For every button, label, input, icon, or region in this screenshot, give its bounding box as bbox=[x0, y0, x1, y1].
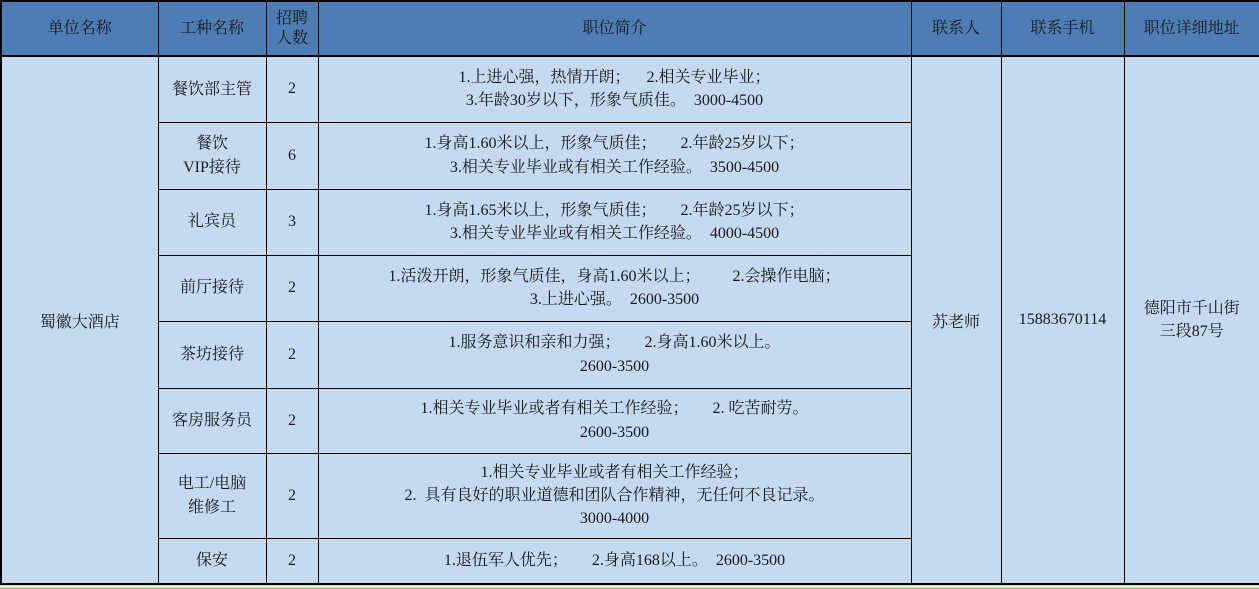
job-name: 保安 bbox=[195, 552, 228, 570]
job-name: 礼宾员 bbox=[187, 213, 236, 231]
job-description-cell bbox=[318, 189, 911, 255]
headcount-cell: 2 bbox=[266, 255, 318, 321]
description-line: 2600-3500 bbox=[579, 423, 650, 441]
description-line: 1.身高1.60米以上，形象气质佳； 2.年龄25岁以下； bbox=[424, 135, 805, 153]
description-line: 3.相关专业毕业或有相关工作经验。 3500-4500 bbox=[449, 158, 780, 176]
table-header-row bbox=[1, 1, 1259, 56]
description-line: 1.相关专业毕业或者有相关工作经验； bbox=[480, 463, 749, 481]
header-job: 工种名称 bbox=[158, 1, 266, 56]
contact-name-cell: 苏老师 bbox=[911, 56, 1001, 584]
headcount-cell: 6 bbox=[266, 122, 318, 189]
address-line: 德阳市千山街 bbox=[1143, 299, 1240, 317]
address-cell bbox=[1124, 56, 1259, 584]
company-name-cell: 蜀徽大酒店 bbox=[1, 56, 158, 584]
description-line: 1.相关专业毕业或者有相关工作经验； 2. 吃苦耐劳。 bbox=[420, 400, 809, 418]
job-name-cell bbox=[158, 453, 266, 538]
header-phone: 联系手机 bbox=[1001, 1, 1124, 56]
job-name-cell bbox=[158, 538, 266, 584]
description-line: 1.身高1.65米以上，形象气质佳； 2.年龄25岁以下； bbox=[424, 201, 805, 219]
header-contact: 联系人 bbox=[911, 1, 1001, 56]
job-description-cell bbox=[318, 453, 911, 538]
headcount-cell: 2 bbox=[266, 538, 318, 584]
job-description-cell bbox=[318, 538, 911, 584]
description-line: 3.年龄30岁以下，形象气质佳。 3000-4500 bbox=[465, 92, 764, 110]
description-line: 1.退伍军人优先； 2.身高168以上。 2600-3500 bbox=[443, 552, 786, 570]
next-row-green-strip bbox=[0, 585, 1259, 589]
header-description: 职位简介 bbox=[318, 1, 911, 56]
description-line: 3000-4000 bbox=[579, 510, 650, 528]
job-name: VIP接待 bbox=[183, 158, 241, 176]
job-name-cell bbox=[158, 122, 266, 189]
job-description-cell bbox=[318, 255, 911, 321]
job-name-cell bbox=[158, 56, 266, 122]
job-name-cell bbox=[158, 388, 266, 453]
header-address: 职位详细地址 bbox=[1124, 1, 1259, 56]
contact-phone-cell: 15883670114 bbox=[1001, 56, 1124, 584]
address-line: 三段87号 bbox=[1159, 323, 1224, 340]
table-row bbox=[1, 56, 1259, 122]
headcount-cell: 3 bbox=[266, 189, 318, 255]
description-line: 3.上进心强。 2600-3500 bbox=[529, 291, 700, 308]
headcount-cell: 2 bbox=[266, 56, 318, 122]
job-description-cell bbox=[318, 321, 911, 388]
description-line: 3.相关专业毕业或有相关工作经验。 4000-4500 bbox=[449, 225, 780, 242]
description-line: 2. 具有良好的职业道德和团队合作精神，无任何不良记录。 bbox=[404, 486, 825, 504]
description-line: 1.活泼开朗，形象气质佳，身高1.60米以上； 2.会操作电脑； bbox=[388, 267, 841, 285]
description-line: 1.服务意识和亲和力强； 2.身高1.60米以上。 bbox=[448, 334, 781, 352]
job-name: 餐饮 bbox=[195, 135, 228, 153]
job-name-cell bbox=[158, 189, 266, 255]
headcount-cell: 2 bbox=[266, 321, 318, 388]
job-description-cell bbox=[318, 122, 911, 189]
description-line: 1.上进心强，热情开朗； 2.相关专业毕业； bbox=[458, 69, 771, 87]
headcount-cell: 2 bbox=[266, 453, 318, 538]
job-name: 前厅接待 bbox=[179, 279, 244, 297]
job-name: 餐饮部主管 bbox=[171, 80, 252, 98]
job-name: 维修工 bbox=[187, 498, 236, 516]
headcount-cell: 2 bbox=[266, 388, 318, 453]
job-name: 客房服务员 bbox=[171, 411, 252, 429]
header-company: 单位名称 bbox=[1, 1, 158, 56]
job-name-cell bbox=[158, 255, 266, 321]
job-name: 电工/电脑 bbox=[177, 475, 247, 493]
description-line: 2600-3500 bbox=[579, 357, 650, 375]
job-description-cell bbox=[318, 388, 911, 453]
job-name: 茶坊接待 bbox=[179, 345, 244, 363]
header-headcount: 招聘人数 bbox=[266, 1, 318, 56]
job-name-cell bbox=[158, 321, 266, 388]
job-description-cell bbox=[318, 56, 911, 122]
